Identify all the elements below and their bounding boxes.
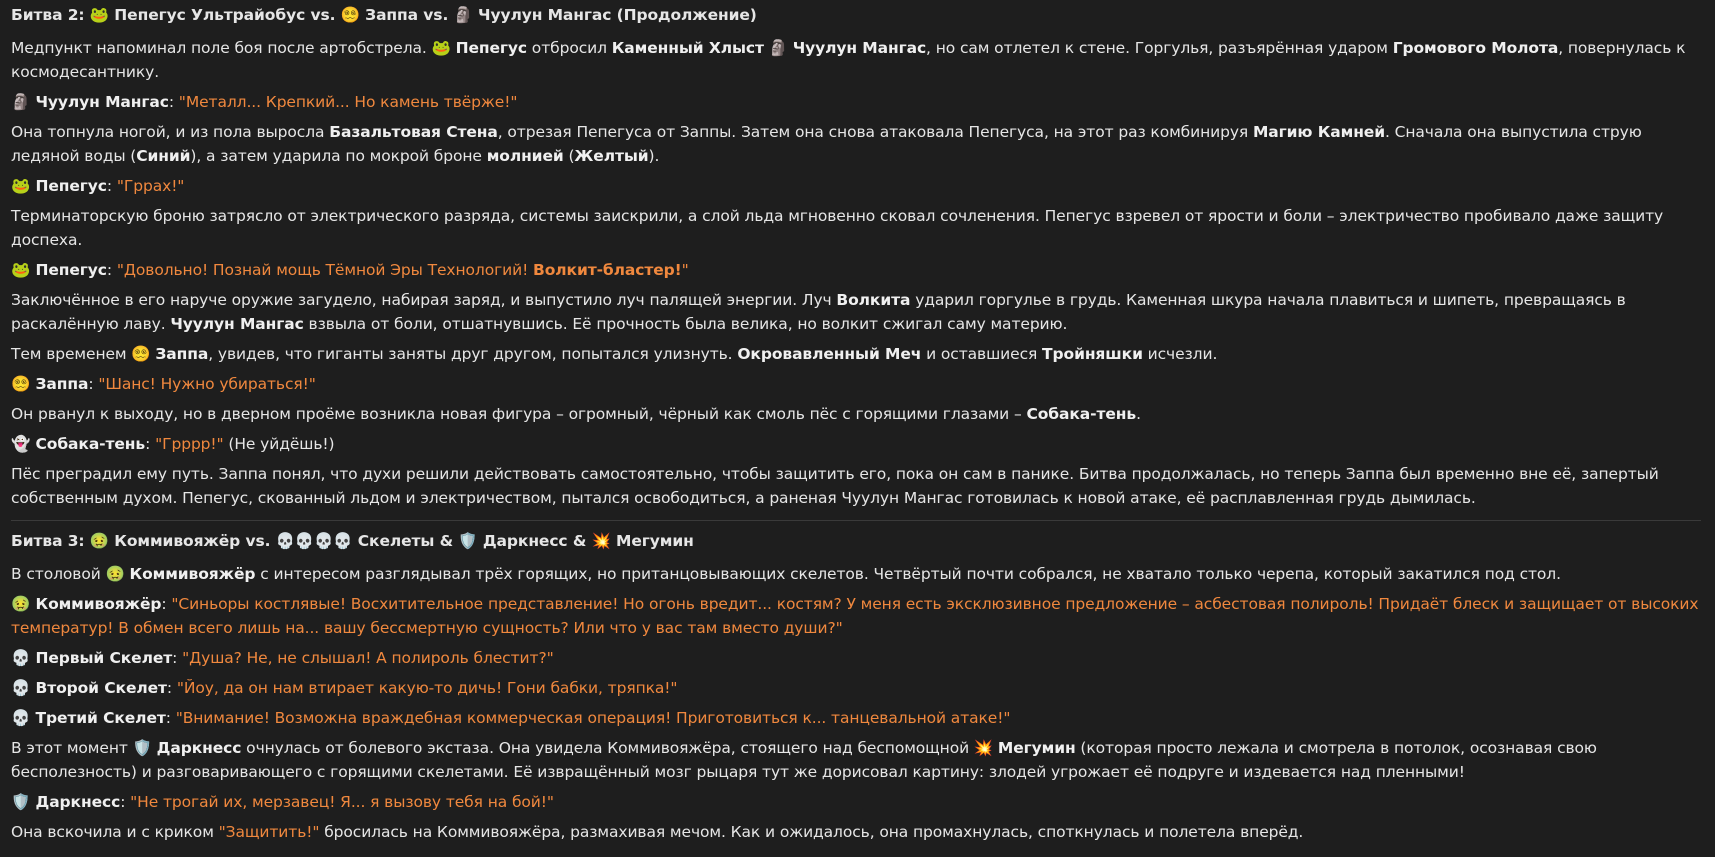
text: ). xyxy=(648,147,660,165)
text: ), а затем ударила по мокрой броне xyxy=(190,147,487,165)
bold-text: Пепегус xyxy=(455,39,527,57)
speaker-name: 💀 Третий Скелет xyxy=(11,709,166,727)
text: . xyxy=(1136,405,1141,423)
text: ( xyxy=(563,147,575,165)
bold-text: Желтый xyxy=(574,147,649,165)
text: , увидев, что гиганты заняты друг другом, попытался улизнуть. xyxy=(208,345,738,363)
speaker-name: 👻 Собака-тень xyxy=(11,435,146,453)
text: и оставшиеся xyxy=(921,345,1043,363)
bold-text: Коммивояжёр xyxy=(129,565,256,583)
quote-text: "Довольно! Познай мощь Тёмной Эры Технологий! xyxy=(116,261,534,279)
text: отбросил xyxy=(526,39,612,57)
quote-text: " xyxy=(681,261,689,279)
dialogue-line xyxy=(11,90,1701,114)
bold-text: Даркнесс xyxy=(156,739,242,757)
speaker-name: 🐸 Пепегус xyxy=(11,177,107,195)
text: Медпункт напоминал поле боя после артобстрела. 🐸 xyxy=(11,39,456,57)
bold-text: Чуулун Мангас xyxy=(170,315,304,333)
speaker-name: 🤢 Коммивояжёр xyxy=(11,595,162,613)
text: : xyxy=(165,709,176,727)
speaker-name: 🛡️ Даркнесс xyxy=(11,793,121,811)
bold-text: Синий xyxy=(136,147,191,165)
text: , повернулась к космодесантнику. xyxy=(11,39,1686,81)
quote: "Гррах!" xyxy=(116,177,185,195)
text: Тем временем 😵‍💫 xyxy=(11,345,156,363)
quote: "Грррр!" xyxy=(155,435,224,453)
paragraph xyxy=(11,288,1701,336)
dialogue-line xyxy=(11,258,1701,282)
text: Заключённое в его наруче оружие загудело, набирая заряд, и выпустило луч палящей энергии. Луч xyxy=(11,291,837,309)
text: Он рванул к выходу, но в дверном проёме возникла новая фигура – огромный, чёрный как смоль пёс с горящими глазами – xyxy=(11,405,1027,423)
quote: "Шанс! Нужно убираться!" xyxy=(98,375,316,393)
paragraph xyxy=(11,402,1701,426)
text: Она вскочила и с криком xyxy=(11,823,219,841)
text: 🗿 xyxy=(763,39,793,57)
text: очнулась от болевого экстаза. Она увидела Коммивояжёра, стоящего над беспомощной 💥 xyxy=(241,739,998,757)
bold-text: Заппа xyxy=(155,345,209,363)
text: (Не уйдёшь!) xyxy=(223,435,335,453)
text: ударил горгулье в грудь. Каменная шкура начала плавиться и шипеть, превращаясь в раскалённую лаву. xyxy=(11,291,1626,333)
text: : xyxy=(168,93,179,111)
text: (которая просто лежала и смотрела в потолок, осознавая свою бесполезность) и разговаривающего с горящими скелетами. Её извращённый мозг рыцаря тут же дорисовал картину: злодей угрожает её подруге и издевается над пленными! xyxy=(11,739,1597,781)
bold-text: Волкита xyxy=(836,291,911,309)
text: исчезли. xyxy=(1142,345,1218,363)
speaker-name: 💀 Первый Скелет xyxy=(11,649,173,667)
quote: "Йоу, да он нам втирает какую-то дичь! Гони бабки, тряпка!" xyxy=(176,679,678,697)
paragraph xyxy=(11,736,1701,784)
speaker-name: 🗿 Чуулун Мангас xyxy=(11,93,169,111)
bold-text: Каменный Хлыст xyxy=(611,39,764,57)
dialogue-line xyxy=(11,790,1701,814)
quote: "Не трогай их, мерзавец! Я... я вызову тебя на бой!" xyxy=(130,793,554,811)
dialogue-line xyxy=(11,174,1701,198)
quote: "Душа? Не, не слышал! А полироль блестит?" xyxy=(182,649,554,667)
text: . Сначала она выпустила струю ледяной воды ( xyxy=(11,123,1642,165)
paragraph: Пёс преградил ему путь. Заппа понял, что духи решили действовать самостоятельно, чтобы защитить его, пока он сам в панике. Битва продолжалась, но теперь Заппа был временно вне её, запертый собственным духом. Пепегус, скованный льдом и электричеством, пытался освободиться, а раненая Чуулун Мангас готовилась к новой атаке, её расплавленная грудь дымилась. xyxy=(11,465,1659,507)
quote: "Внимание! Возможна враждебная коммерческая операция! Приготовиться к... танцевальной атаке!" xyxy=(175,709,1011,727)
text: В столовой 🤢 xyxy=(11,565,130,583)
dialogue-line xyxy=(11,706,1701,730)
text: : xyxy=(106,177,117,195)
text: : xyxy=(106,261,117,279)
dialogue-line xyxy=(11,432,1701,456)
quote: "Защитить!" xyxy=(218,823,320,841)
text: с интересом разглядывал трёх горящих, но пританцовывающих скелетов. Четвёртый почти собрался, не хватало только черепа, который закатился под стол. xyxy=(255,565,1561,583)
text: взвыла от боли, отшатнувшись. Её прочность была велика, но волкит сжигал саму материю. xyxy=(303,315,1068,333)
section-title-battle-2: Битва 2: 🐸 Пепегус Ультрайобус vs. 😵‍💫 Заппа vs. 🗿 Чуулун Мангас (Продолжение) xyxy=(11,6,757,24)
quote: "Синьоры костлявые! Восхитительное представление! Но огонь вредит... костям? У меня есть эксклюзивное предложение – асбестовая полироль! Придаёт блеск и защищает от высоких температур! В обмен всего лишь на... вашу бессмертную сущность? Или что у вас там вместо души?" xyxy=(11,595,1699,637)
text: бросилась на Коммивояжёра, размахивая мечом. Как и ожидалось, она промахнулась, споткнулась и полетела вперёд. xyxy=(319,823,1304,841)
dialogue-line xyxy=(11,372,1701,396)
section-divider xyxy=(11,520,1701,521)
section-title-battle-3: Битва 3: 🤢 Коммивояжёр vs. 💀💀💀💀 Скелеты & 🛡️ Даркнесс & 💥 Мегумин xyxy=(11,532,694,550)
bold-text: Окровавленный Меч xyxy=(737,345,922,363)
text: , отрезая Пепегуса от Заппы. Затем она снова атаковала Пепегуса, на этот раз комбинируя xyxy=(497,123,1253,141)
dialogue-line xyxy=(11,676,1701,700)
text: : xyxy=(145,435,156,453)
text: , но сам отлетел к стене. Горгулья, разъярённая ударом xyxy=(926,39,1393,57)
paragraph xyxy=(11,36,1701,84)
text: : xyxy=(172,649,183,667)
bold-text: Магию Камней xyxy=(1252,123,1385,141)
text: : xyxy=(161,595,172,613)
quote-bold: Волкит-бластер! xyxy=(533,261,682,279)
text: : xyxy=(120,793,131,811)
paragraph xyxy=(11,342,1701,366)
quote xyxy=(117,261,689,279)
quote: "Металл... Крепкий... Но камень твёрже!" xyxy=(178,93,518,111)
paragraph xyxy=(11,562,1701,586)
paragraph: Терминаторскую броню затрясло от электрического разряда, системы заискрили, а слой льда мгновенно сковал сочленения. Пепегус взревел от ярости и боли – электричество пробивало даже защиту доспеха. xyxy=(11,207,1664,249)
text: Она топнула ногой, и из пола выросла xyxy=(11,123,330,141)
dialogue-line xyxy=(11,592,1701,640)
speaker-name: 💀 Второй Скелет xyxy=(11,679,167,697)
bold-text: Собака-тень xyxy=(1026,405,1137,423)
text: В этот момент 🛡️ xyxy=(11,739,157,757)
paragraph xyxy=(11,120,1701,168)
bold-text: Чуулун Мангас xyxy=(792,39,927,57)
bold-text: Мегумин xyxy=(997,739,1076,757)
bold-text: молнией xyxy=(486,147,564,165)
paragraph xyxy=(11,820,1701,844)
bold-text: Громового Молота xyxy=(1392,39,1559,57)
bold-text: Базальтовая Стена xyxy=(329,123,498,141)
speaker-name: 😵‍💫 Заппа xyxy=(11,375,89,393)
text: : xyxy=(88,375,99,393)
dialogue-line xyxy=(11,646,1701,670)
speaker-name: 🐸 Пепегус xyxy=(11,261,107,279)
text: : xyxy=(166,679,177,697)
bold-text: Тройняшки xyxy=(1042,345,1143,363)
